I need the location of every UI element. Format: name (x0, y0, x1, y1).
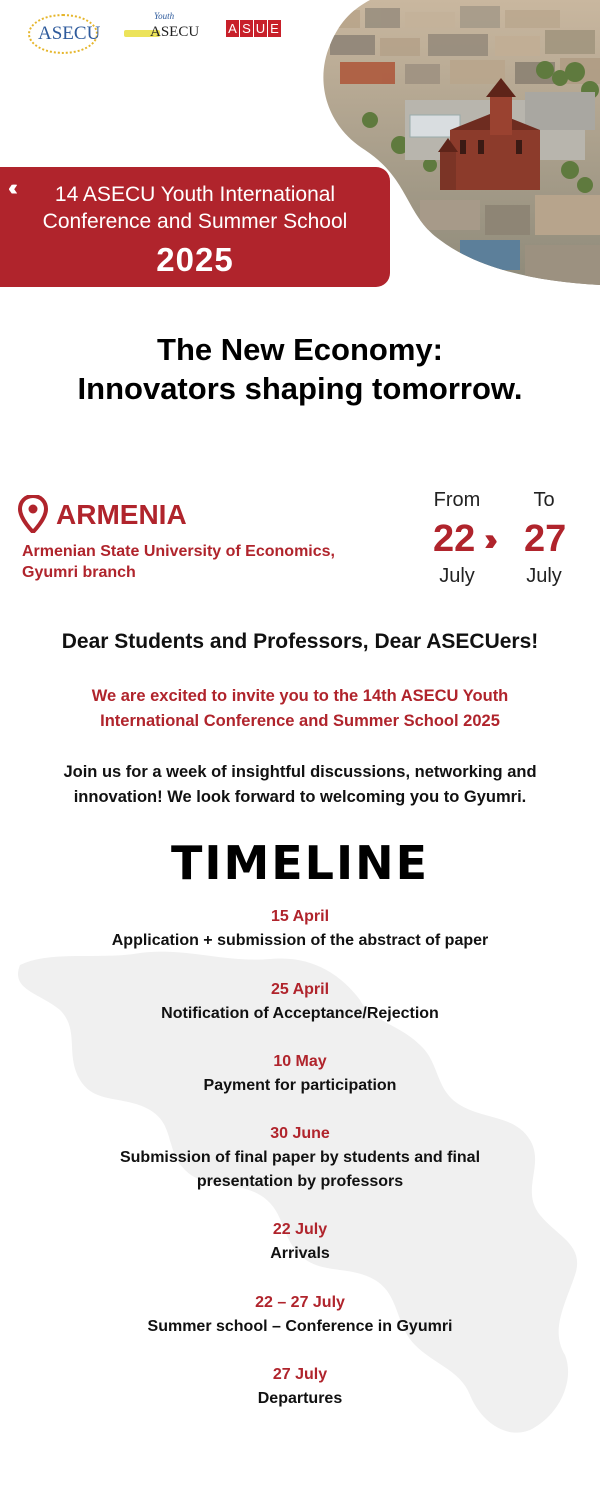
university-line1: Armenian State University of Economics, (22, 543, 335, 560)
timeline-description: Arrivals (270, 1245, 330, 1262)
asecu-youth-logo (124, 12, 204, 52)
headline-line2: Innovators shaping tomorrow. (77, 371, 523, 406)
timeline-description-line2: presentation by professors (196, 1173, 404, 1190)
timeline-title: TIMELINE (170, 836, 430, 890)
from-month: July (439, 565, 475, 587)
asue-logo (226, 20, 282, 37)
timeline-date: 30 June (270, 1125, 330, 1142)
asue-letter: E (268, 20, 281, 37)
event-title-banner (0, 167, 390, 287)
from-label: From (433, 489, 481, 511)
to-day: 27 (524, 518, 567, 560)
logo-bar (0, 0, 330, 70)
chevron-left-icon: ‹‹‹ (8, 175, 12, 200)
headline (0, 330, 600, 408)
timeline-item (40, 1291, 560, 1339)
country-name: ARMENIA (56, 499, 187, 530)
timeline-description: Payment for participation (203, 1077, 397, 1094)
timeline-item (40, 978, 560, 1026)
timeline-item (40, 1363, 560, 1411)
greeting: Dear Students and Professors, Dear ASECUers! (61, 630, 539, 653)
university-name (22, 541, 402, 583)
timeline-description: Submission of final paper by students and final (119, 1149, 481, 1166)
timeline-item (40, 905, 560, 953)
double-chevron-right-icon: ››› (484, 521, 489, 557)
asecu-logo-text: ASECU (38, 23, 101, 44)
from-day: 22 (433, 518, 476, 560)
timeline-item (40, 1122, 560, 1194)
timeline-date: 25 April (270, 981, 330, 998)
asue-letter: U (255, 21, 266, 36)
join-line1: Join us for a week of insightful discussions, networking and (63, 763, 537, 781)
asue-letter: A (226, 20, 239, 37)
timeline-description: Summer school – Conference in Gyumri (147, 1318, 453, 1335)
timeline-description: Departures (257, 1390, 343, 1407)
timeline-description: Notification of Acceptance/Rejection (161, 1005, 439, 1022)
join-line2: innovation! We look forward to welcoming you to Gyumri. (73, 788, 527, 806)
to-label: To (533, 489, 555, 511)
invitation-text (40, 684, 560, 734)
invitation-line1: We are excited to invite you to the 14th ASECU Youth (91, 687, 509, 705)
university-line2: Gyumri branch (22, 564, 136, 581)
timeline-date: 22 – 27 July (255, 1294, 345, 1311)
banner-title-line1: 14 ASECU Youth International (54, 183, 336, 206)
asue-letter: S (240, 20, 253, 37)
timeline-item (40, 1050, 560, 1098)
timeline-date: 15 April (270, 908, 330, 925)
location-pin-icon (18, 495, 48, 533)
timeline-description: Application + submission of the abstract of paper (111, 932, 489, 949)
asecu-youth-text: ASECU (150, 24, 200, 40)
asecu-youth-small-text: Youth (154, 11, 175, 21)
asecu-logo (28, 14, 101, 54)
invitation-line2: International Conference and Summer School 2025 (100, 712, 500, 730)
timeline-date: 10 May (273, 1053, 327, 1070)
timeline-date: 22 July (272, 1221, 328, 1238)
timeline-date: 27 July (272, 1366, 328, 1383)
to-month: July (526, 565, 562, 587)
timeline-item (40, 1218, 560, 1266)
headline-line1: The New Economy: (157, 332, 443, 367)
banner-year: 2025 (156, 241, 234, 278)
join-text (30, 760, 570, 810)
banner-title-line2: Conference and Summer School (42, 210, 348, 233)
